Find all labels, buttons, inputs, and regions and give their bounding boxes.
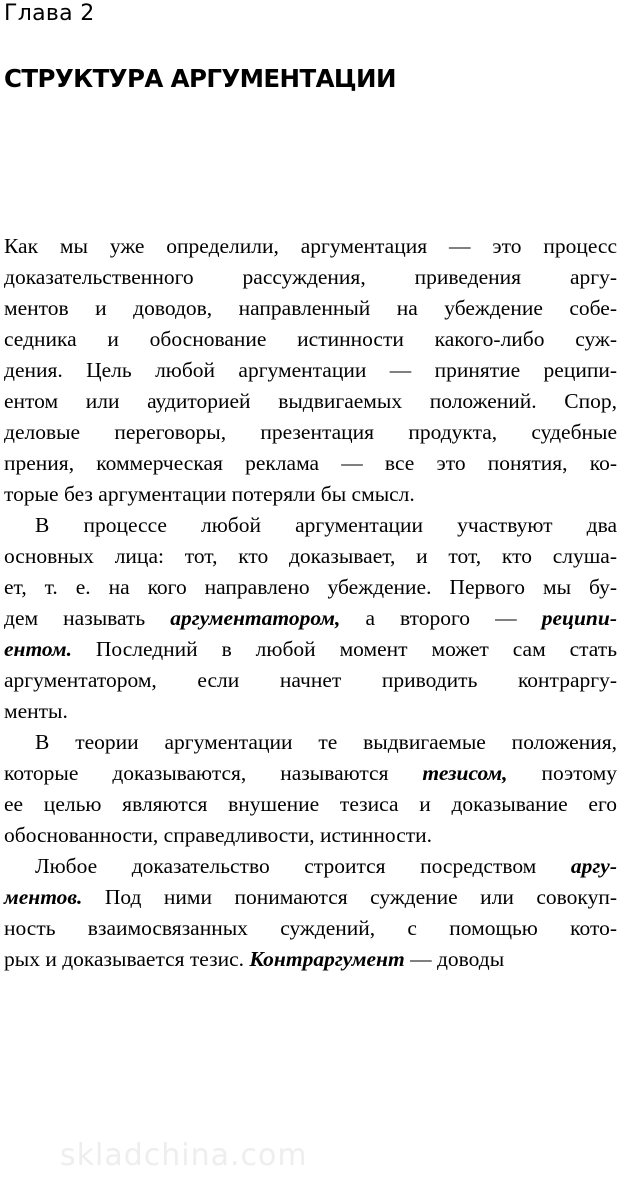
text-line <box>4 820 617 851</box>
text-line <box>4 758 617 789</box>
text-run: В процессе любой аргументации участвуют два <box>35 513 617 537</box>
text-line <box>4 293 617 324</box>
text-run: доказательственного рассуждения, приведения аргу- <box>4 265 617 289</box>
text-run: ентом или аудиторией выдвигаемых положений. Спор, <box>4 389 617 413</box>
emphasized-term: ментов. <box>4 885 83 909</box>
text-line <box>4 727 617 758</box>
text-run: деловые переговоры, презентация продукта, судебные <box>4 420 617 444</box>
text-run: дем называть <box>4 606 171 630</box>
text-run: седника и обоснование истинности какого-либо суж- <box>4 327 617 351</box>
text-line <box>4 665 617 696</box>
text-line <box>4 417 617 448</box>
text-run: В теории аргументации те выдвигаемые положения, <box>35 730 617 754</box>
text-run: которые доказываются, называются <box>4 761 423 785</box>
text-line <box>4 231 617 262</box>
text-run: аргументатором, если начнет приводить контраргу- <box>4 668 617 692</box>
text-line <box>4 386 617 417</box>
text-line <box>4 913 617 944</box>
text-line <box>4 789 617 820</box>
chapter-title: СТРУКТУРА АРГУМЕНТАЦИИ <box>4 64 396 93</box>
text-run: Под ними понимаются суждение или совокуп- <box>82 885 617 909</box>
text-line <box>4 355 617 386</box>
text-run: а второго — <box>340 606 542 630</box>
text-run: Любое доказательство строится посредством <box>35 854 571 878</box>
text-run: ет, т. е. на кого направлено убеждение. Первого мы бу- <box>4 575 617 599</box>
emphasized-term: аргументатором, <box>170 606 341 630</box>
text-run: — доводы <box>404 947 505 971</box>
emphasized-term: аргу- <box>570 854 617 878</box>
text-line <box>4 603 617 634</box>
text-line <box>4 696 617 727</box>
text-run: рых и доказывается тезис. <box>4 947 250 971</box>
text-run: поэтому <box>507 761 617 785</box>
text-line <box>4 634 617 665</box>
text-run: обоснованности, справедливости, истинности. <box>4 823 433 847</box>
text-run: основных лица: тот, кто доказывает, и тот, кто слуша- <box>4 544 617 568</box>
emphasized-term: Контраргумент <box>249 947 405 971</box>
emphasized-term: тезисом, <box>422 761 508 785</box>
text-line <box>4 510 617 541</box>
text-run: ность взаимосвязанных суждений, с помощью кото- <box>4 916 617 940</box>
text-line <box>4 448 617 479</box>
chapter-label: Глава 2 <box>4 1 95 26</box>
text-run: менты. <box>4 699 68 723</box>
text-line <box>4 851 617 882</box>
watermark-text: skladchina.com <box>60 1138 308 1173</box>
text-run: ментов и доводов, направленный на убеждение собе- <box>4 296 617 320</box>
text-line <box>4 572 617 603</box>
emphasized-term: ентом. <box>4 637 72 661</box>
text-line <box>4 262 617 293</box>
text-run: Последний в любой момент может сам стать <box>71 637 617 661</box>
text-line <box>4 944 617 975</box>
text-run: торые без аргументации потеряли бы смысл. <box>4 482 415 506</box>
body-text <box>4 231 617 975</box>
text-run: прения, коммерческая реклама — все это понятия, ко- <box>4 451 617 475</box>
text-line <box>4 324 617 355</box>
text-run: ее целью являются внушение тезиса и доказывание его <box>4 792 617 816</box>
emphasized-term: реципи- <box>541 606 617 630</box>
text-run: Как мы уже определили, аргументация — это процесс <box>4 234 617 258</box>
text-line <box>4 541 617 572</box>
text-line <box>4 479 617 510</box>
text-run: дения. Цель любой аргументации — принятие реципи- <box>4 358 617 382</box>
text-line <box>4 882 617 913</box>
